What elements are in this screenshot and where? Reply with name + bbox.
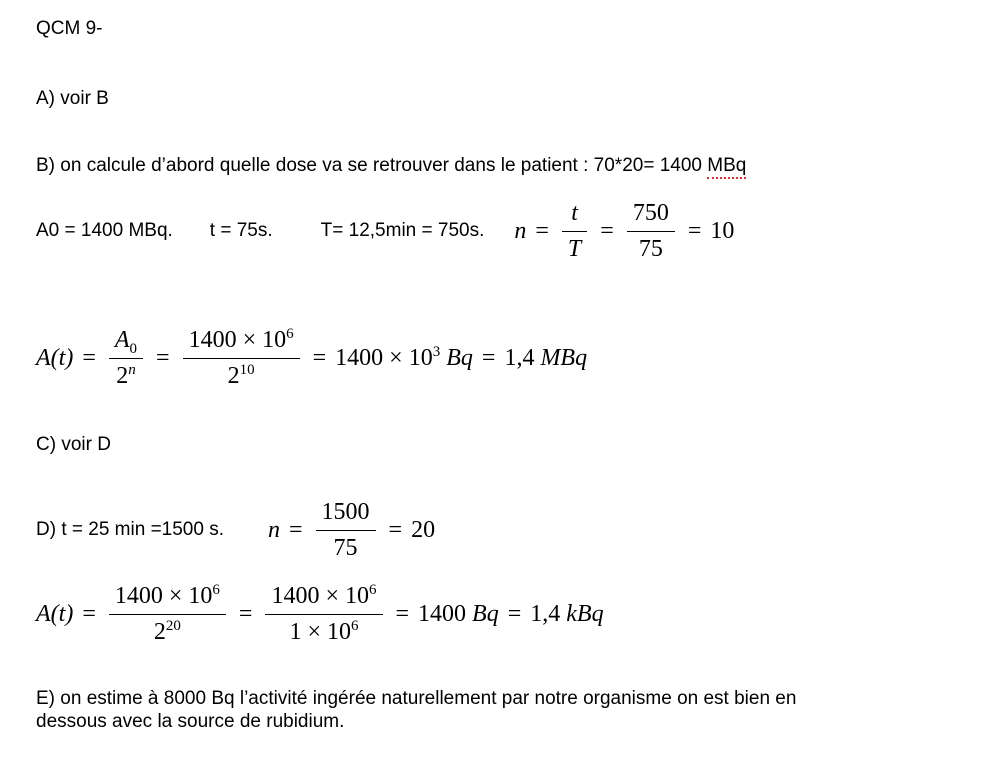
equals-sign: =	[289, 516, 303, 543]
equals-sign: =	[687, 217, 702, 244]
fraction-a0-over-2n	[109, 327, 143, 389]
t-value: t = 75s.	[209, 220, 273, 241]
fraction-denominator: 2$^n$	[116, 361, 136, 389]
result-1-4-mbq: 1,4 MBq	[504, 344, 588, 371]
activity-formula-1	[36, 322, 587, 394]
fraction-denominator: $2^{20}$	[153, 617, 181, 645]
answer-d-row	[36, 496, 435, 564]
formula-1-math	[36, 327, 587, 389]
equals-sign: =	[535, 217, 549, 244]
n-formula-b	[514, 200, 734, 262]
equals-sign: =	[600, 217, 614, 244]
answer-b-intro-unit: MBq	[707, 155, 746, 179]
answer-b-intro-text: B) on calcule d’abord quelle dose va se retrouver dans le patient : 70*20= 1400	[36, 155, 708, 176]
fraction-1400e6-over-2pow20	[109, 583, 226, 645]
page-title: QCM 9-	[36, 18, 103, 39]
answer-e-line-2: dessous avec la source de rubidium.	[36, 711, 345, 732]
formula-lhs: A(t)	[36, 344, 74, 371]
fraction-numerator: 1500	[321, 499, 370, 526]
n-result: 20	[411, 516, 436, 543]
fraction-numerator: t	[571, 200, 578, 227]
fraction-t-over-T	[562, 200, 587, 262]
fraction-numerator: $1400 \times 10^6$	[114, 582, 220, 610]
n-formula-d	[268, 499, 435, 561]
n-symbol: n	[514, 217, 527, 244]
activity-formula-2	[36, 578, 604, 650]
n-symbol: n	[268, 516, 280, 543]
equals-sign: =	[395, 600, 410, 627]
fraction-numerator: $1400 \times 10^6$	[271, 582, 377, 610]
equals-sign: =	[312, 344, 327, 371]
fraction-numerator: $A_0$	[114, 327, 138, 357]
fraction-denominator: T	[567, 235, 582, 262]
fraction-numerator: $1400 \times 10^6$	[188, 326, 294, 354]
equals-sign: =	[388, 516, 403, 543]
fraction-denominator: $1 \times 10^6$	[289, 617, 359, 645]
result-1-4-kbq: 1,4 kBq	[530, 600, 604, 627]
fraction-1400e6-over-1e6	[265, 583, 382, 645]
equals-sign: =	[481, 344, 496, 371]
result-1400-bq: 1400 Bq	[418, 600, 499, 627]
answer-d-text: D) t = 25 min =1500 s.	[36, 519, 224, 540]
formula-lhs: A(t)	[36, 600, 74, 627]
equals-sign: =	[82, 344, 96, 371]
answer-e-line-1: E) on estime à 8000 Bq l’activité ingérée naturellement par notre organisme on est bien en	[36, 688, 797, 709]
n-result: 10	[710, 217, 735, 244]
period-value: T= 12,5min = 750s.	[320, 220, 485, 241]
equals-sign: =	[156, 344, 170, 371]
a0-value: A0 = 1400 MBq.	[36, 220, 173, 241]
formula-2-math	[36, 583, 604, 645]
answer-a: A) voir B	[36, 88, 109, 109]
fraction-numerator: 750	[632, 200, 669, 227]
fraction-750-over-75	[627, 200, 675, 262]
fraction-denominator: $2^{10}$	[227, 361, 255, 389]
result-1400e3: $1400 \times 10^3$ Bq	[335, 343, 473, 371]
equals-sign: =	[238, 600, 253, 627]
fraction-1500-over-75	[316, 499, 376, 561]
fraction-1400e6-over-2pow10	[183, 327, 300, 389]
equals-sign: =	[507, 600, 522, 627]
answer-c: C) voir D	[36, 434, 111, 455]
equals-sign: =	[82, 600, 96, 627]
fraction-denominator: 75	[638, 235, 663, 262]
answer-b-intro	[36, 155, 746, 177]
answer-b-data-row	[36, 198, 734, 264]
fraction-denominator: 75	[333, 534, 358, 561]
